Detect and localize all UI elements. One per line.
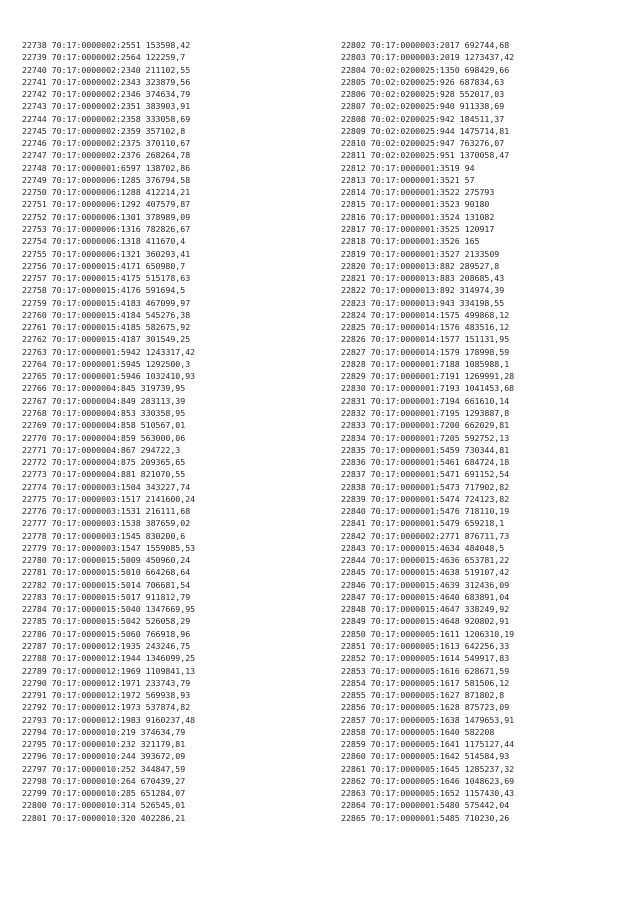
record-line: 22848 70:17:0000015:4647 338249,92 <box>341 604 510 615</box>
record-line: 22820 70:17:0000013:882 289527,8 <box>341 260 500 271</box>
record-line: 22809 70:02:0200025:944 1475714,81 <box>341 125 510 136</box>
record-line: 22780 70:17:0000015:5009 450960,24 <box>22 555 191 566</box>
record-line: 22739 70:17:0000002:2564 122259,7 <box>22 52 186 63</box>
record-line: 22758 70:17:0000015:4176 591694,5 <box>22 285 186 296</box>
record-line: 22821 70:17:0000013:883 208685,43 <box>341 273 505 284</box>
record-line: 22836 70:17:0000001:5461 684724,18 <box>341 457 510 468</box>
record-line: 22825 70:17:0000014:1576 483516,12 <box>341 322 510 333</box>
record-line: 22814 70:17:0000001:3522 275793 <box>341 187 495 198</box>
record-line: 22863 70:17:0000005:1652 1157430,43 <box>341 788 515 799</box>
record-line: 22857 70:17:0000005:1638 1479653,91 <box>341 714 515 725</box>
record-line: 22812 70:17:0000001:3519 94 <box>341 162 475 173</box>
record-line: 22794 70:17:0000010:219 374634,79 <box>22 726 186 737</box>
record-line: 22839 70:17:0000001:5474 724123,82 <box>341 493 510 504</box>
record-line: 22817 70:17:0000001:3525 120917 <box>341 223 495 234</box>
record-line: 22745 70:17:0000002:2359 357102,8 <box>22 125 186 136</box>
record-line: 22754 70:17:0000006:1318 411670,4 <box>22 236 186 247</box>
record-line: 22766 70:17:0000004:845 319739,95 <box>22 383 186 394</box>
record-line: 22786 70:17:0000015:5060 766918,96 <box>22 628 191 639</box>
record-line: 22791 70:17:0000012:1972 569938,93 <box>22 690 191 701</box>
right-column <box>341 39 514 824</box>
record-line: 22828 70:17:0000001:7188 1085988,1 <box>341 358 510 369</box>
record-line: 22802 70:17:0000003:2017 692744,68 <box>341 40 510 50</box>
record-line: 22742 70:17:0000002:2346 374634,79 <box>22 89 191 100</box>
record-line: 22755 70:17:0000006:1321 360293,41 <box>22 248 191 259</box>
record-line: 22767 70:17:0000004:849 283113,39 <box>22 395 186 406</box>
record-line: 22826 70:17:0000014:1577 151131,95 <box>341 334 510 345</box>
record-line: 22804 70:02:0200025:1350 698429,66 <box>341 64 510 75</box>
record-line: 22798 70:17:0000010:264 670439,27 <box>22 775 186 786</box>
record-line: 22845 70:17:0000015:4638 519107,42 <box>341 567 510 578</box>
record-line: 22855 70:17:0000005:1627 871802,8 <box>341 690 505 701</box>
record-line: 22851 70:17:0000005:1613 642256,33 <box>341 641 510 652</box>
record-line: 22832 70:17:0000001:7195 1293887,8 <box>341 407 510 418</box>
record-line: 22796 70:17:0000010:244 393672,09 <box>22 751 186 762</box>
record-line: 22864 70:17:0000001:5480 575442,04 <box>341 800 510 811</box>
record-line: 22773 70:17:0000004:881 821070,55 <box>22 469 186 480</box>
record-line: 22808 70:02:0200025:942 184511,37 <box>341 113 505 124</box>
record-line: 22756 70:17:0000015:4171 650980,7 <box>22 260 186 271</box>
record-line: 22815 70:17:0000001:3523 90180 <box>341 199 490 210</box>
record-line: 22775 70:17:0000003:1517 2141600,24 <box>22 493 196 504</box>
record-line: 22865 70:17:0000001:5485 710230,26 <box>341 812 510 823</box>
record-line: 22760 70:17:0000015:4184 545276,38 <box>22 309 191 320</box>
record-line: 22806 70:02:0200025:928 552017,03 <box>341 89 505 100</box>
record-line: 22765 70:17:0000001:5946 1032410,93 <box>22 371 196 382</box>
record-line: 22764 70:17:0000001:5945 1292500,3 <box>22 358 191 369</box>
record-line: 22842 70:17:0000002:2771 876711,73 <box>341 530 510 541</box>
record-line: 22861 70:17:0000005:1645 1285237,32 <box>341 763 515 774</box>
record-line: 22803 70:17:0000003:2019 1273437,42 <box>341 52 515 63</box>
record-line: 22853 70:17:0000005:1616 628671,59 <box>341 665 510 676</box>
record-line: 22751 70:17:0000006:1292 407579,87 <box>22 199 191 210</box>
record-line: 22776 70:17:0000003:1531 216111,68 <box>22 506 191 517</box>
record-line: 22777 70:17:0000003:1538 387659,02 <box>22 518 191 529</box>
record-line: 22824 70:17:0000014:1575 499868,12 <box>341 309 510 320</box>
record-line: 22778 70:17:0000003:1545 830200,6 <box>22 530 186 541</box>
record-line: 22799 70:17:0000010:285 651284,07 <box>22 788 186 799</box>
record-line: 22738 70:17:0000002:2551 153598,42 <box>22 40 191 50</box>
record-line: 22829 70:17:0000001:7191 1269991,28 <box>341 371 515 382</box>
record-line: 22748 70:17:0000001:6597 138702,86 <box>22 162 191 173</box>
record-line: 22795 70:17:0000010:232 321179,81 <box>22 739 186 750</box>
record-line: 22819 70:17:0000001:3527 2133509 <box>341 248 500 259</box>
record-line: 22860 70:17:0000005:1642 514584,93 <box>341 751 510 762</box>
record-line: 22762 70:17:0000015:4187 301549,25 <box>22 334 191 345</box>
record-line: 22849 70:17:0000015:4648 920802,91 <box>341 616 510 627</box>
record-line: 22811 70:02:0200025:951 1370058,47 <box>341 150 510 161</box>
record-line: 22749 70:17:0000006:1285 376794,58 <box>22 174 191 185</box>
record-line: 22835 70:17:0000001:5459 730344,81 <box>341 444 510 455</box>
record-line: 22807 70:02:0200025:940 911338,69 <box>341 101 505 112</box>
record-line: 22771 70:17:0000004:867 294722,3 <box>22 444 181 455</box>
record-line: 22769 70:17:0000004:858 510567,01 <box>22 420 186 431</box>
record-line: 22846 70:17:0000015:4639 312436,09 <box>341 579 510 590</box>
record-line: 22784 70:17:0000015:5040 1347669,95 <box>22 604 196 615</box>
record-line: 22830 70:17:0000001:7193 1041453,68 <box>341 383 515 394</box>
record-line: 22768 70:17:0000004:853 330358,95 <box>22 407 186 418</box>
record-line: 22793 70:17:0000012:1983 9160237,48 <box>22 714 196 725</box>
record-line: 22834 70:17:0000001:7205 592752,13 <box>341 432 510 443</box>
record-line: 22801 70:17:0000010:320 402286,21 <box>22 812 186 823</box>
record-line: 22840 70:17:0000001:5476 718110,19 <box>341 506 510 517</box>
record-line: 22753 70:17:0000006:1316 782826,67 <box>22 223 191 234</box>
record-line: 22823 70:17:0000013:943 334198,55 <box>341 297 505 308</box>
record-line: 22800 70:17:0000010:314 526545,01 <box>22 800 186 811</box>
record-line: 22841 70:17:0000001:5479 659218,1 <box>341 518 505 529</box>
left-column <box>22 39 195 824</box>
record-line: 22844 70:17:0000015:4636 653781,22 <box>341 555 510 566</box>
record-line: 22770 70:17:0000004:859 563000,06 <box>22 432 186 443</box>
record-line: 22779 70:17:0000003:1547 1559085,53 <box>22 542 196 553</box>
record-line: 22763 70:17:0000001:5942 1243317,42 <box>22 346 196 357</box>
record-line: 22797 70:17:0000010:252 344847,59 <box>22 763 186 774</box>
record-line: 22744 70:17:0000002:2358 333058,69 <box>22 113 191 124</box>
record-line: 22818 70:17:0000001:3526 165 <box>341 236 480 247</box>
record-line: 22741 70:17:0000002:2343 323879,56 <box>22 76 191 87</box>
record-line: 22813 70:17:0000001:3521 57 <box>341 174 475 185</box>
record-line: 22843 70:17:0000015:4634 484048,5 <box>341 542 505 553</box>
record-line: 22789 70:17:0000012:1969 1109841,13 <box>22 665 196 676</box>
record-line: 22856 70:17:0000005:1628 875723,09 <box>341 702 510 713</box>
record-line: 22847 70:17:0000015:4640 683891,04 <box>341 591 510 602</box>
record-line: 22827 70:17:0000014:1579 178998,59 <box>341 346 510 357</box>
record-line: 22837 70:17:0000001:5471 691152,54 <box>341 469 510 480</box>
record-line: 22862 70:17:0000005:1646 1048623,69 <box>341 775 515 786</box>
record-line: 22785 70:17:0000015:5042 526058,29 <box>22 616 191 627</box>
record-line: 22822 70:17:0000013:892 314974,39 <box>341 285 505 296</box>
record-line: 22757 70:17:0000015:4175 515178,63 <box>22 273 191 284</box>
record-line: 22805 70:02:0200025:926 687834,63 <box>341 76 505 87</box>
record-line: 22850 70:17:0000005:1611 1206310,19 <box>341 628 515 639</box>
record-line: 22782 70:17:0000015:5014 706681,54 <box>22 579 191 590</box>
record-line: 22859 70:17:0000005:1641 1175127,44 <box>341 739 515 750</box>
record-line: 22750 70:17:0000006:1288 412214,21 <box>22 187 191 198</box>
record-line: 22761 70:17:0000015:4185 582675,92 <box>22 322 191 333</box>
record-line: 22816 70:17:0000001:3524 131082 <box>341 211 495 222</box>
record-line: 22852 70:17:0000005:1614 549917,83 <box>341 653 510 664</box>
record-line: 22854 70:17:0000005:1617 581506,12 <box>341 677 510 688</box>
record-line: 22787 70:17:0000012:1935 243246,75 <box>22 641 191 652</box>
record-line: 22746 70:17:0000002:2375 370110,67 <box>22 138 191 149</box>
record-line: 22858 70:17:0000005:1640 582208 <box>341 726 495 737</box>
record-line: 22790 70:17:0000012:1971 233743,79 <box>22 677 191 688</box>
record-line: 22752 70:17:0000006:1301 378989,09 <box>22 211 191 222</box>
record-line: 22781 70:17:0000015:5010 664268,64 <box>22 567 191 578</box>
record-line: 22833 70:17:0000001:7200 662029,81 <box>341 420 510 431</box>
record-line: 22774 70:17:0000003:1504 343227,74 <box>22 481 191 492</box>
record-line: 22788 70:17:0000012:1944 1346099,25 <box>22 653 196 664</box>
record-line: 22743 70:17:0000002:2351 383903,91 <box>22 101 191 112</box>
record-line: 22772 70:17:0000004:875 209365,65 <box>22 457 186 468</box>
record-line: 22747 70:17:0000002:2376 268264,78 <box>22 150 191 161</box>
record-line: 22783 70:17:0000015:5017 911812,79 <box>22 591 191 602</box>
record-line: 22792 70:17:0000012:1973 537874,82 <box>22 702 191 713</box>
record-line: 22831 70:17:0000001:7194 661610,14 <box>341 395 510 406</box>
record-line: 22810 70:02:0200025:947 763276,07 <box>341 138 505 149</box>
record-line: 22759 70:17:0000015:4183 467099,97 <box>22 297 191 308</box>
record-line: 22838 70:17:0000001:5473 717902,82 <box>341 481 510 492</box>
record-line: 22740 70:17:0000002:2340 211102,55 <box>22 64 191 75</box>
